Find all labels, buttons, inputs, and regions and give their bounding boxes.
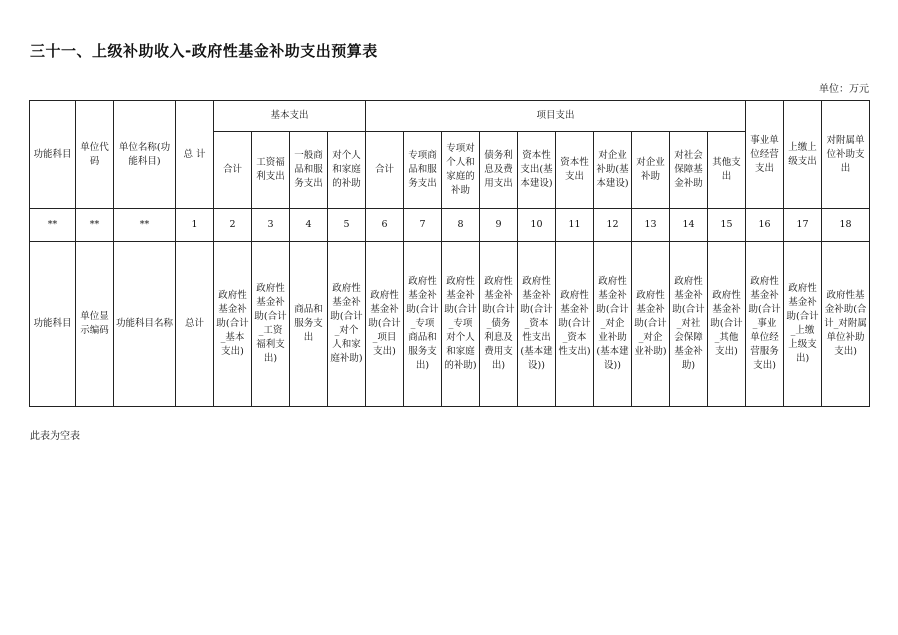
header-basic-col: 对个人和家庭的补助 (328, 132, 366, 209)
data-cell: 政府性基金补助(合计_基本支出) (214, 242, 252, 407)
header-upper-expense: 上缴上级支出 (784, 101, 822, 209)
header-project-col: 对企业补助(基本建设) (594, 132, 632, 209)
data-template-row (30, 242, 870, 407)
data-cell: 政府性基金补助(合计_对附属单位补助支出) (822, 242, 870, 407)
page-title: 三十一、上级补助收入-政府性基金补助支出预算表 (30, 42, 378, 60)
data-cell: 政府性基金补助(合计_对社会保障基金补助) (670, 242, 708, 407)
index-cell: 11 (556, 209, 594, 242)
data-cell: 政府性基金补助(合计_项目支出) (366, 242, 404, 407)
index-cell: 8 (442, 209, 480, 242)
index-cell: 13 (632, 209, 670, 242)
index-cell: ** (114, 209, 176, 242)
index-cell: 2 (214, 209, 252, 242)
data-cell: 政府性基金补助(合计_债务利息及费用支出) (480, 242, 518, 407)
data-cell: 政府性基金补助(合计_事业单位经营服务支出) (746, 242, 784, 407)
index-cell: 14 (670, 209, 708, 242)
header-subsidy-expense: 对附属单位补助支出 (822, 101, 870, 209)
data-cell: 政府性基金补助(合计_上缴上级支出) (784, 242, 822, 407)
index-cell: 7 (404, 209, 442, 242)
header-basic-col: 一般商品和服务支出 (290, 132, 328, 209)
index-cell: 6 (366, 209, 404, 242)
unit-label: 单位：万元 (819, 84, 869, 95)
index-cell: 17 (784, 209, 822, 242)
data-cell: 政府性基金补助(合计_其他支出) (708, 242, 746, 407)
budget-table (29, 100, 870, 407)
header-project-col: 其他支出 (708, 132, 746, 209)
header-project-col: 债务利息及费用支出 (480, 132, 518, 209)
data-cell: 商品和服务支出 (290, 242, 328, 407)
header-unit-code: 单位代码 (76, 101, 114, 209)
data-cell: 政府性基金补助(合计_资本性支出) (556, 242, 594, 407)
data-cell: 总计 (176, 242, 214, 407)
index-cell: 15 (708, 209, 746, 242)
index-cell: ** (30, 209, 76, 242)
header-project-col: 对社会保障基金补助 (670, 132, 708, 209)
index-cell: ** (76, 209, 114, 242)
index-cell: 3 (252, 209, 290, 242)
header-business-expense: 事业单位经营支出 (746, 101, 784, 209)
header-unit-name: 单位名称(功能科目) (114, 101, 176, 209)
data-cell: 政府性基金补助(合计_专项对个人和家庭的补助) (442, 242, 480, 407)
data-cell: 政府性基金补助(合计_对企业补助) (632, 242, 670, 407)
header-project-col: 专项对个人和家庭的补助 (442, 132, 480, 209)
index-cell: 1 (176, 209, 214, 242)
data-cell: 功能科目 (30, 242, 76, 407)
header-project-col: 资本性支出(基本建设) (518, 132, 556, 209)
index-cell: 12 (594, 209, 632, 242)
header-project-col: 合计 (366, 132, 404, 209)
header-basic-col: 工资福利支出 (252, 132, 290, 209)
header-row-1 (30, 101, 870, 132)
header-basic-col: 合计 (214, 132, 252, 209)
data-cell: 功能科目名称 (114, 242, 176, 407)
index-cell: 9 (480, 209, 518, 242)
index-row (30, 209, 870, 242)
header-total: 总 计 (176, 101, 214, 209)
header-project-expense: 项目支出 (366, 101, 746, 132)
data-cell: 政府性基金补助(合计_对个人和家庭补助) (328, 242, 366, 407)
index-cell: 5 (328, 209, 366, 242)
index-cell: 18 (822, 209, 870, 242)
index-cell: 10 (518, 209, 556, 242)
header-func-subject: 功能科目 (30, 101, 76, 209)
header-basic-expense: 基本支出 (214, 101, 366, 132)
index-cell: 16 (746, 209, 784, 242)
header-project-col: 对企业补助 (632, 132, 670, 209)
data-cell: 政府性基金补助(合计_工资福利支出) (252, 242, 290, 407)
data-cell: 政府性基金补助(合计_专项商品和服务支出) (404, 242, 442, 407)
data-cell: 政府性基金补助(合计_资本性支出(基本建设)) (518, 242, 556, 407)
empty-table-note: 此表为空表 (30, 431, 80, 442)
data-cell: 单位显示编码 (76, 242, 114, 407)
index-cell: 4 (290, 209, 328, 242)
header-project-col: 资本性支出 (556, 132, 594, 209)
data-cell: 政府性基金补助(合计_对企业补助(基本建设)) (594, 242, 632, 407)
header-project-col: 专项商品和服务支出 (404, 132, 442, 209)
